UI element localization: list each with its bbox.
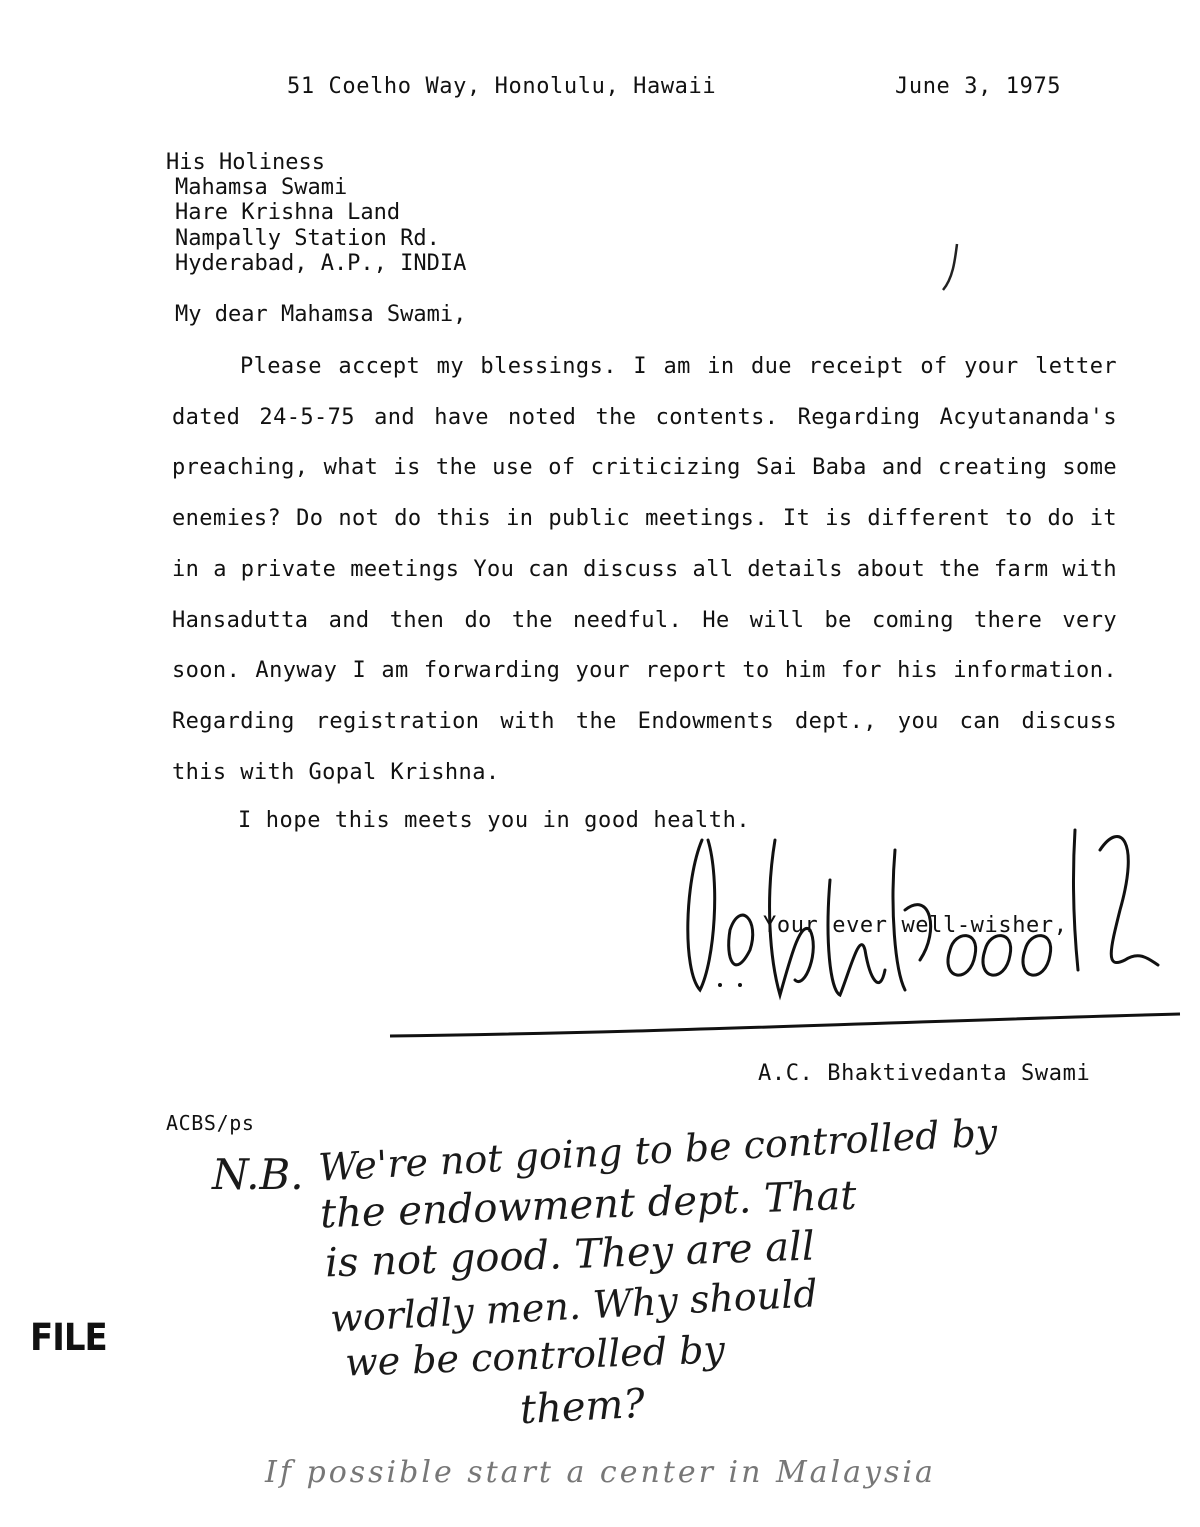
recipient-line: Mahamsa Swami bbox=[175, 175, 348, 200]
letter-date: June 3, 1975 bbox=[895, 74, 1062, 99]
handwritten-note-line: we be controlled by bbox=[344, 1327, 726, 1385]
closing-line: I hope this meets you in good health. bbox=[238, 808, 751, 833]
handwritten-margin-mark: N.B. bbox=[212, 1150, 304, 1199]
pen-tick-mark bbox=[935, 240, 965, 300]
recipient-line: Hare Krishna Land bbox=[175, 200, 401, 225]
handwritten-note-line: the endowment dept. That bbox=[319, 1172, 858, 1238]
recipient-line: Hyderabad, A.P., INDIA bbox=[175, 251, 467, 276]
handwritten-footer-note: If possible start a center in Malaysia bbox=[265, 1455, 936, 1490]
recipient-line: Nampally Station Rd. bbox=[175, 226, 440, 251]
handwritten-note-line: them? bbox=[518, 1380, 647, 1434]
signatory-name: A.C. Bhaktivedanta Swami bbox=[758, 1061, 1091, 1086]
valediction: Your ever well-wisher, bbox=[763, 913, 1068, 938]
signature-rule bbox=[385, 1008, 1185, 1048]
sender-address: 51 Coelho Way, Honolulu, Hawaii bbox=[287, 74, 717, 99]
reference-initials: ACBS/ps bbox=[166, 1111, 255, 1135]
handwritten-note-line: We're not going to be controlled by bbox=[317, 1110, 999, 1190]
salutation: My dear Mahamsa Swami, bbox=[175, 302, 467, 327]
handwritten-note-line: worldly men. Why should bbox=[329, 1271, 819, 1341]
file-stamp: FILE bbox=[30, 1316, 107, 1360]
letter-body: Please accept my blessings. I am in due receipt of your letter dated 24-5-75 and have noted the contents. Regarding Acyutananda's preaching, what is the use of criticizing Sai Baba and creating some enemies? Do not do this in public meetings. It is different to do it in a private meetings You can discuss all details about the farm with Hansadutta and then do the needful. He will be coming there very soon. Anyway I am forwarding your report to him for his information. Regarding registration with the Endowments dept., you can discuss this with Gopal Krishna. bbox=[172, 354, 1117, 785]
recipient-line: His Holiness bbox=[166, 150, 325, 175]
handwritten-note-line: is not good. They are all bbox=[324, 1223, 816, 1287]
